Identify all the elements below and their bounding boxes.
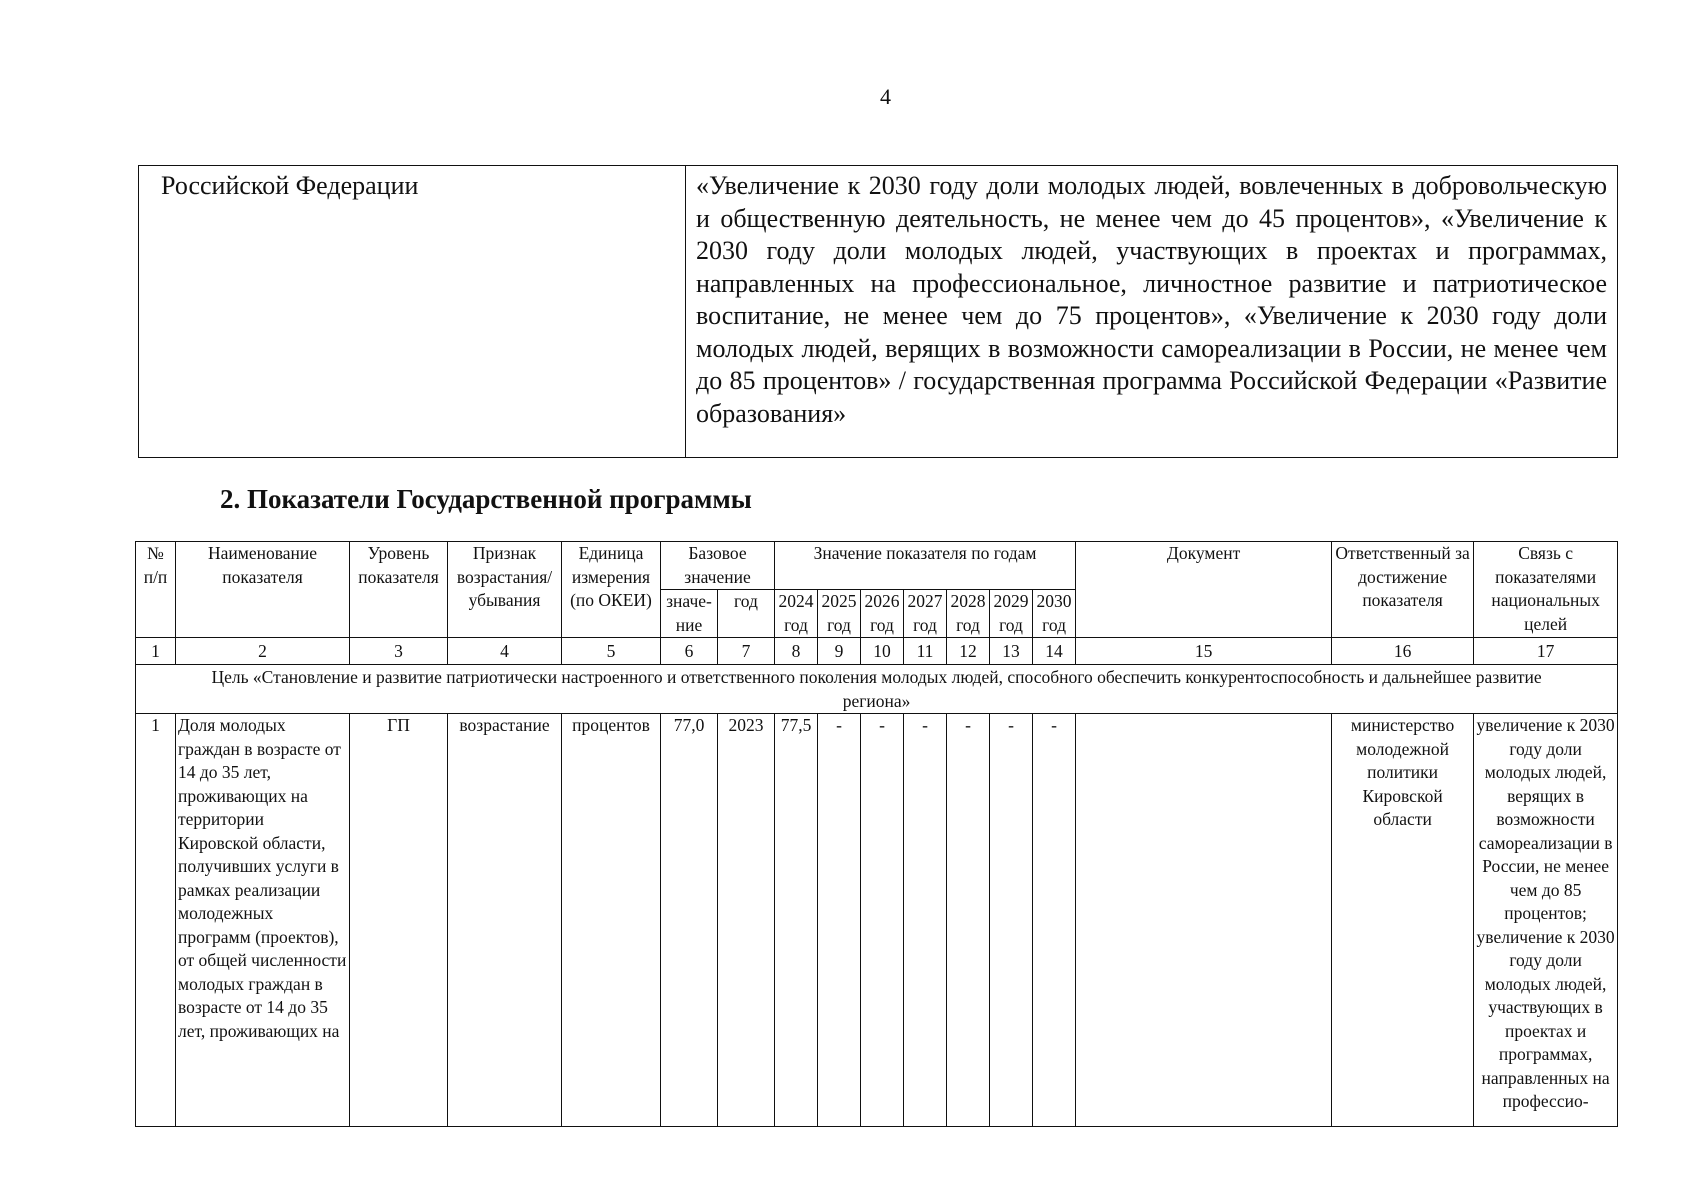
continuation-table: [138, 165, 1618, 458]
goal-cell: Цель «Становление и развитие патриотически настроенного и ответственного поколения молодых людей, способного обеспечить конкурентоспособность и дальнейшее развитие региона»: [136, 665, 1618, 714]
indicator-national-goal-link: увеличение к 2030 году доли молодых людей, верящих в возможности самореализации в России, не менее чем до 85 процентов; увеличение к 2030 году доли молодых людей, участвующих в проектах и программах, направленных на профессио-: [1474, 714, 1618, 1127]
base-value: 77,0: [661, 714, 718, 1127]
column-number: 16: [1332, 638, 1474, 665]
column-number: 11: [904, 638, 947, 665]
column-number: 9: [818, 638, 861, 665]
indicators-table: [135, 541, 1618, 1127]
page-number: 4: [880, 84, 891, 109]
header-document: Документ: [1076, 542, 1332, 638]
header-trend: Признак возрастания/ убывания: [448, 542, 562, 638]
row-num: 1: [136, 714, 176, 1127]
value-2030: -: [1033, 714, 1076, 1127]
header-year-2028: 2028 год: [947, 590, 990, 638]
indicator-unit: процентов: [562, 714, 661, 1127]
header-years-group: Значение показателя по годам: [775, 542, 1076, 590]
column-number: 17: [1474, 638, 1618, 665]
header-base-year: год: [718, 590, 775, 638]
column-number: 8: [775, 638, 818, 665]
column-number: 13: [990, 638, 1033, 665]
column-number: 3: [350, 638, 448, 665]
indicator-responsible: министерство молодежной политики Кировской области: [1332, 714, 1474, 1127]
header-year-2029: 2029 год: [990, 590, 1033, 638]
column-number: 4: [448, 638, 562, 665]
header-year-2030: 2030 год: [1033, 590, 1076, 638]
value-2029: -: [990, 714, 1033, 1127]
column-number-row: [136, 638, 1618, 665]
header-num: № п/п: [136, 542, 176, 638]
value-2024: 77,5: [775, 714, 818, 1127]
indicator-level: ГП: [350, 714, 448, 1127]
column-number: 10: [861, 638, 904, 665]
header-year-2027: 2027 год: [904, 590, 947, 638]
column-number: 2: [176, 638, 350, 665]
value-2027: -: [904, 714, 947, 1127]
indicator-document: [1076, 714, 1332, 1127]
indicator-name: Доля молодых граждан в возрасте от 14 до 35 лет, проживающих на территории Кировской области, получивших услуги в рамках реализации молодежных программ (проектов), от общей численности молодых граждан в возрасте от 14 до 35 лет, проживающих на: [176, 714, 350, 1127]
table-row: [136, 714, 1618, 1127]
column-number: 7: [718, 638, 775, 665]
indicator-trend: возрастание: [448, 714, 562, 1127]
column-number: 14: [1033, 638, 1076, 665]
header-base: Базовое значение: [661, 542, 775, 590]
value-2025: -: [818, 714, 861, 1127]
header-link: Связь с показателями национальных целей: [1474, 542, 1618, 638]
header-level: Уровень показателя: [350, 542, 448, 638]
section-heading: 2. Показатели Государственной программы: [220, 484, 752, 514]
base-year: 2023: [718, 714, 775, 1127]
column-number: 15: [1076, 638, 1332, 665]
header-year-2025: 2025 год: [818, 590, 861, 638]
column-number: 1: [136, 638, 176, 665]
header-unit: Единица измерения (по ОКЕИ): [562, 542, 661, 638]
column-number: 12: [947, 638, 990, 665]
goal-row: [136, 665, 1618, 714]
header-responsible: Ответственный за достижение показателя: [1332, 542, 1474, 638]
header-year-2026: 2026 год: [861, 590, 904, 638]
column-number: 6: [661, 638, 718, 665]
header-base-value: значе- ние: [661, 590, 718, 638]
header-year-2024: 2024 год: [775, 590, 818, 638]
value-2028: -: [947, 714, 990, 1127]
continuation-right-cell: «Увеличение к 2030 году доли молодых людей, вовлеченных в добровольческую и общественную деятельность, не менее чем до 45 процентов», «Увеличение к 2030 году доли молодых людей, участвующих в проектах и программах, направленных на профессиональное, личностное развитие и патриотическое воспитание, не менее чем до 75 процентов», «Увеличение к 2030 году доли молодых людей, верящих в возможности самореализации в России, не менее чем до 85 процентов» / государственная программа Российской Федерации «Развитие образования»: [686, 166, 1618, 458]
header-name: Наименование показателя: [176, 542, 350, 638]
value-2026: -: [861, 714, 904, 1127]
header-row-1: [136, 542, 1618, 590]
column-number: 5: [562, 638, 661, 665]
continuation-left-cell: Российской Федерации: [139, 166, 686, 458]
